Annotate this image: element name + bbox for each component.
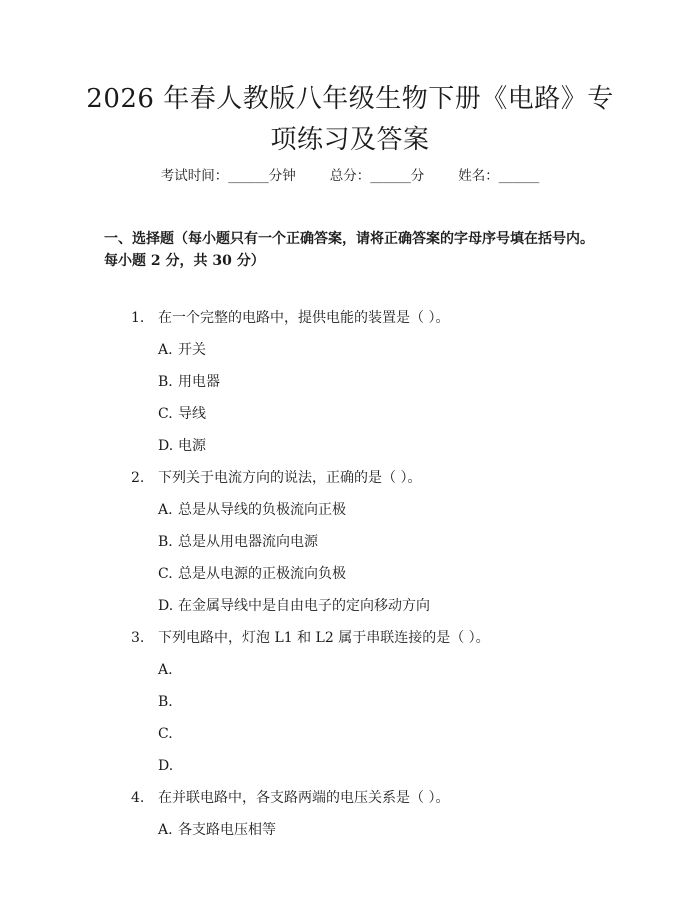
student-name-label: 姓名：______ xyxy=(458,168,540,184)
option-letter: B. xyxy=(158,534,173,550)
option-letter: C. xyxy=(158,406,173,422)
option-4a xyxy=(158,820,276,840)
option-text: 开关 xyxy=(178,342,206,358)
option-1a xyxy=(158,340,206,360)
option-1c xyxy=(158,404,206,424)
option-text: 各支路电压相等 xyxy=(178,822,276,838)
document-title-line-2: 项练习及答案 xyxy=(270,125,430,155)
option-letter: D. xyxy=(158,758,174,774)
question-text: 在一个完整的电路中，提供电能的装置是（ ）。 xyxy=(158,310,450,326)
option-2d xyxy=(158,596,430,616)
section-heading-line-1: 一、选择题（每小题只有一个正确答案，请将正确答案的字母序号填在括号内。 xyxy=(104,231,594,247)
option-1b xyxy=(158,372,220,392)
option-text: 用电器 xyxy=(178,374,220,390)
option-letter: A. xyxy=(158,822,173,838)
option-letter: C. xyxy=(158,566,173,582)
option-letter: A. xyxy=(158,662,173,678)
question-text: 在并联电路中，各支路两端的电压关系是（ ）。 xyxy=(158,790,450,806)
total-score-label: 总分：______分 xyxy=(329,168,425,184)
question-number: 4. xyxy=(131,790,145,806)
option-1d xyxy=(158,436,206,456)
option-text: 总是从导线的负极流向正极 xyxy=(178,502,346,518)
option-text: 总是从用电器流向电源 xyxy=(178,534,318,550)
option-letter: D. xyxy=(158,598,174,614)
option-letter: B. xyxy=(158,374,173,390)
option-2b xyxy=(158,532,318,552)
section-heading-line-2: 每小题 2 分，共 30 分） xyxy=(104,253,265,269)
option-letter: A. xyxy=(158,502,173,518)
exam-info-row xyxy=(0,166,700,186)
exam-time-label: 考试时间：______分钟 xyxy=(160,168,296,184)
option-3b xyxy=(158,692,178,712)
option-letter: B. xyxy=(158,694,173,710)
option-text: 总是从电源的正极流向负极 xyxy=(178,566,346,582)
question-number: 2. xyxy=(131,470,145,486)
option-text: 在金属导线中是自由电子的定向移动方向 xyxy=(178,598,430,614)
option-text: 电源 xyxy=(178,438,206,454)
question-text: 下列电路中，灯泡 L1 和 L2 属于串联连接的是（ ）。 xyxy=(158,630,490,646)
document-title-line-1: 2026 年春人教版八年级生物下册《电路》专 xyxy=(86,84,614,114)
option-3c xyxy=(158,724,178,744)
option-2c xyxy=(158,564,346,584)
question-number: 1. xyxy=(131,310,145,326)
option-letter: C. xyxy=(158,726,173,742)
option-3a xyxy=(158,660,178,680)
option-text: 导线 xyxy=(178,406,206,422)
option-2a xyxy=(158,500,346,520)
option-letter: A. xyxy=(158,342,173,358)
question-number: 3. xyxy=(131,630,145,646)
question-text: 下列关于电流方向的说法，正确的是（ ）。 xyxy=(158,470,422,486)
option-3d xyxy=(158,756,178,776)
option-letter: D. xyxy=(158,438,174,454)
